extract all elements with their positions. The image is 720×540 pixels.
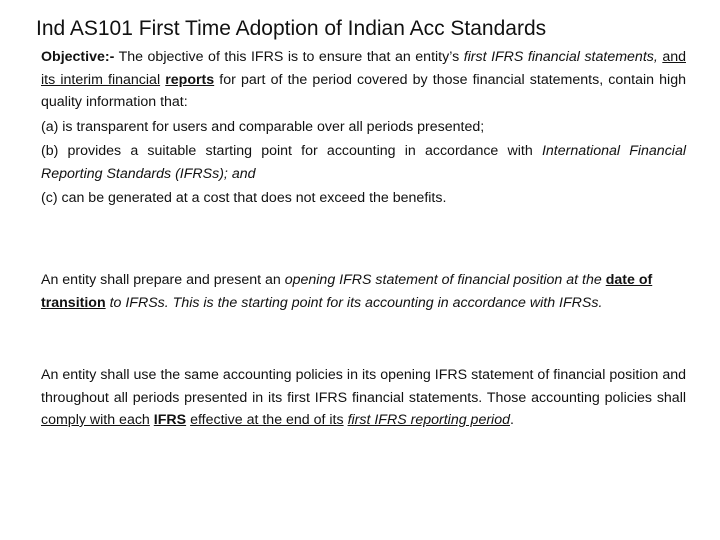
slide-title: Ind AS101 First Time Adoption of Indian Acc Standards xyxy=(36,17,547,40)
point-b-italic: International Financial Reporting Standards (IFRSs); and xyxy=(41,143,686,182)
objective-text: The objective of this IFRS is to ensure that an entity’s xyxy=(114,49,464,65)
ifrs-bold-text: IFRS xyxy=(153,412,187,428)
objective-underlined-text: and its interim financial xyxy=(41,49,686,88)
point-a: (a) is transparent for users and comparable over all periods presented; xyxy=(41,118,485,135)
objective-reports-text: reports xyxy=(165,71,215,88)
objective-label: Objective:- xyxy=(41,49,115,65)
reporting-period-text: first IFRS reporting period xyxy=(347,412,510,428)
objective-block xyxy=(41,46,686,210)
accounting-policies-paragraph: An entity shall use the same accounting policies in its opening IFRS statement of financial position and throughout all periods presented in its first IFRS financial statements. Those accounting policies shall comply with each IFRS effective at the end of its first IFRS reporting period. xyxy=(41,367,686,428)
point-b: (b) provides a suitable starting point for accounting in accordance with International Financial Reporting Standards (IFRSs); and xyxy=(41,143,686,182)
objective-paragraph: Objective:- The objective of this IFRS is to ensure that an entity’s first IFRS financial statements, and its interim financial reports for part of the period covered by those financial statements, contain high quality information that: xyxy=(41,49,686,110)
date-of-transition-text: date of transition xyxy=(41,272,653,311)
transition-paragraph: An entity shall prepare and present an opening IFRS statement of financial position at the date of transition to IFRSs. This is the starting point for its accounting in accordance with IFRSs. xyxy=(41,272,653,311)
point-c: (c) can be generated at a cost that does not exceed the benefits. xyxy=(41,190,447,206)
objective-italic-text: first IFRS financial statements, xyxy=(463,49,658,65)
